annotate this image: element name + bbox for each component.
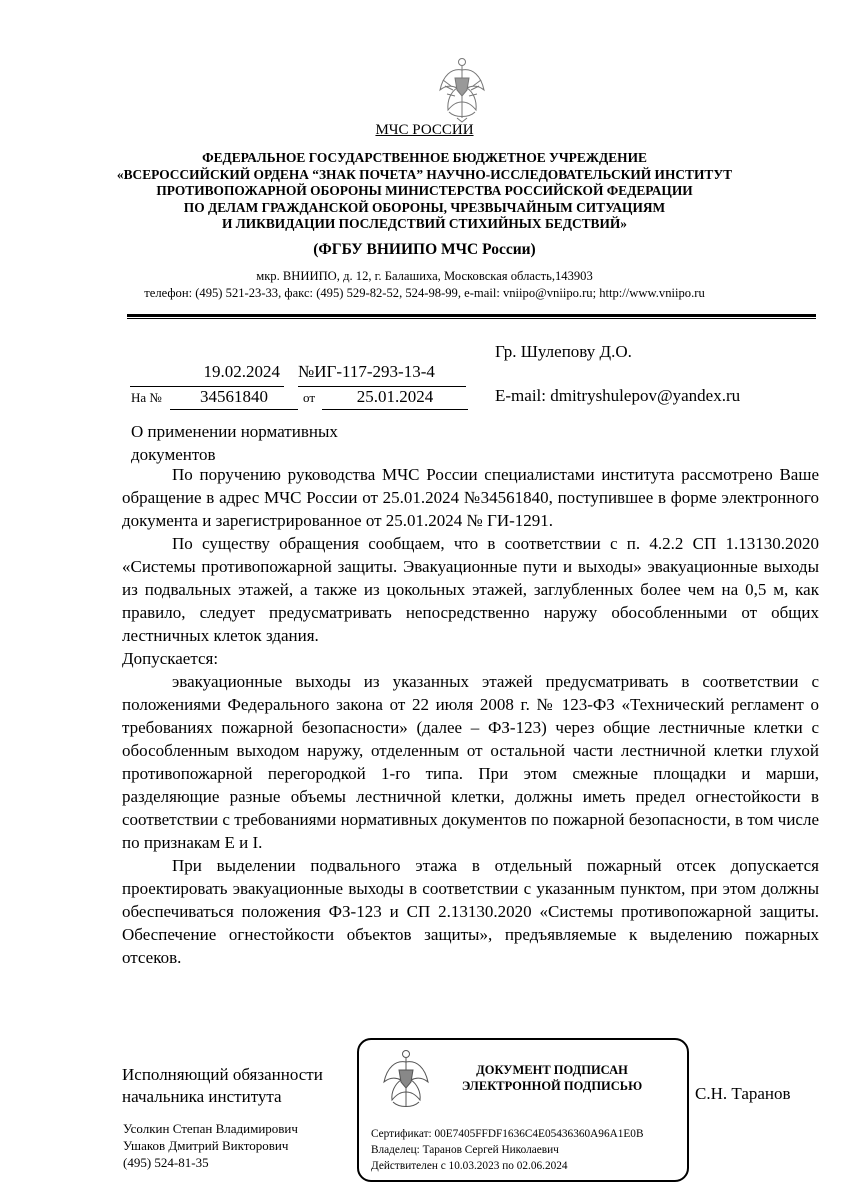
- organization-name: [0, 150, 849, 233]
- paragraph: При выделении подвального этажа в отдельный пожарный отсек допускается проектировать эвакуационные выходы в соответствии с указанным пунктом, при этом должны обеспечиваться положения ФЗ-123 и СП 2.13130.2020 «Системы противопожарной защиты. Обеспечение огнестойкости объектов защиты», предъявляемые к выделению пожарных отсеков.: [122, 856, 819, 967]
- org-line: ФЕДЕРАЛЬНОЕ ГОСУДАРСТВЕННОЕ БЮДЖЕТНОЕ УЧРЕЖДЕНИЕ: [202, 150, 647, 165]
- paragraph: эвакуационные выходы из указанных этажей предусматривать в соответствии с положениями Федерального закона от 22 июля 2008 г. № 123-ФЗ «Технический регламент о требованиях пожарной безопасности» (далее – ФЗ-123) через общие лестничные клетки с обособленным выходом наружу, отделенным от остальной части лестничной клетки глухой противопожарной перегородкой 1-го типа. При этом смежные площадки и марши, разделяющие разные объемы лестничной клетки, должны иметь предел огнестойкости в соответствии с требованиями нормативных документов по пожарной безопасности, в том числе по признакам Е и I.: [122, 672, 819, 852]
- ministry-title: МЧС РОССИИ: [375, 122, 474, 138]
- ref-label: На №: [131, 390, 162, 405]
- stamp-title-line: ЭЛЕКТРОННОЙ ПОДПИСЬЮ: [461, 1079, 643, 1093]
- signatory-position: [122, 1064, 323, 1108]
- position-line: Исполняющий обязанности: [122, 1065, 323, 1084]
- outgoing-number: [298, 362, 466, 387]
- position-line: начальника института: [122, 1087, 282, 1106]
- stamp-title: [437, 1062, 667, 1094]
- e-signature-stamp: [357, 1038, 689, 1182]
- paragraph: По существу обращения сообщаем, что в соответствии с п. 4.2.2 СП 1.13130.2020 «Системы противопожарной защиты. Эвакуационные пути и выходы» эвакуационные выходы из подвальных этажей, а также из цокольных этажей, заглубленных более чем на 0,5 м, как правило, следует предусматривать непосредственно наружу обособленными от общих лестничных клеток здания.: [122, 534, 819, 645]
- emblem-logo: [437, 56, 487, 124]
- contacts: телефон: (495) 521-23-33, факс: (495) 529-82-52, 524-98-99, e-mail: vniipo@vniipo.ru; http://www.vniipo.ru: [144, 286, 705, 300]
- stamp-title-line: ДОКУМЕНТ ПОДПИСАН: [476, 1063, 628, 1077]
- address: мкр. ВНИИПО, д. 12, г. Балашиха, Московская область,143903: [256, 269, 593, 283]
- subject: [131, 420, 338, 466]
- subject-line: документов: [131, 445, 216, 464]
- header-divider: [127, 314, 816, 317]
- executors: [123, 1120, 298, 1171]
- org-line: И ЛИКВИДАЦИИ ПОСЛЕДСТВИЙ СТИХИЙНЫХ БЕДСТВИЙ»: [221, 216, 627, 231]
- subject-line: О применении нормативных: [131, 422, 338, 441]
- ref-from-label: от: [303, 390, 316, 405]
- number-label: №: [298, 362, 315, 381]
- org-line: «ВСЕРОССИЙСКИЙ ОРДЕНА “ЗНАК ПОЧЕТА” НАУЧНО-ИССЛЕДОВАТЕЛЬСКИЙ ИНСТИТУТ: [116, 166, 733, 182]
- header-divider-thin: [127, 318, 816, 319]
- recipient-email: E-mail: dmitryshulepov@yandex.ru: [495, 386, 741, 405]
- stamp-owner: Владелец: Таранов Сергей Николаевич: [371, 1144, 559, 1156]
- organization-short-name: (ФГБУ ВНИИПО МЧС России): [313, 241, 536, 258]
- executor-line: Усолкин Степан Владимирович: [123, 1121, 298, 1136]
- executor-line: Ушаков Дмитрий Викторович: [123, 1138, 289, 1153]
- stamp-emblem-icon: [381, 1048, 431, 1112]
- ref-date: 25.01.2024: [322, 387, 468, 410]
- org-line: ПРОТИВОПОЖАРНОЙ ОБОРОНЫ МИНИСТЕРСТВА РОССИЙСКОЙ ФЕДЕРАЦИИ: [156, 183, 693, 198]
- contact-block: [0, 268, 849, 302]
- paragraph: По поручению руководства МЧС России специалистами института рассмотрено Ваше обращение в адрес МЧС России от 25.01.2024 №34561840, поступившее в форме электронного документа и зарегистрированное от 25.01.2024 № ГИ-1291.: [122, 465, 819, 530]
- stamp-validity: Действителен с 10.03.2023 по 02.06.2024: [371, 1160, 568, 1172]
- org-line: ПО ДЕЛАМ ГРАЖДАНСКОЙ ОБОРОНЫ, ЧРЕЗВЫЧАЙНЫМ СИТУАЦИЯМ: [183, 199, 666, 215]
- stamp-certificate: Сертификат: 00E7405FFDF1636C4E05436360A96A1E0B: [371, 1128, 644, 1140]
- executor-line: (495) 524-81-35: [123, 1155, 209, 1170]
- outgoing-date: 19.02.2024: [130, 362, 284, 387]
- paragraph: Допускается:: [122, 649, 219, 668]
- recipient-name: Гр. Шулепову Д.О.: [495, 342, 632, 361]
- stamp-details: [371, 1126, 643, 1174]
- letter-body: [122, 463, 819, 969]
- number-value: ИГ-117-293-13-4: [314, 362, 435, 381]
- ref-number: 34561840: [170, 387, 298, 410]
- signatory-name: С.Н. Таранов: [695, 1084, 791, 1103]
